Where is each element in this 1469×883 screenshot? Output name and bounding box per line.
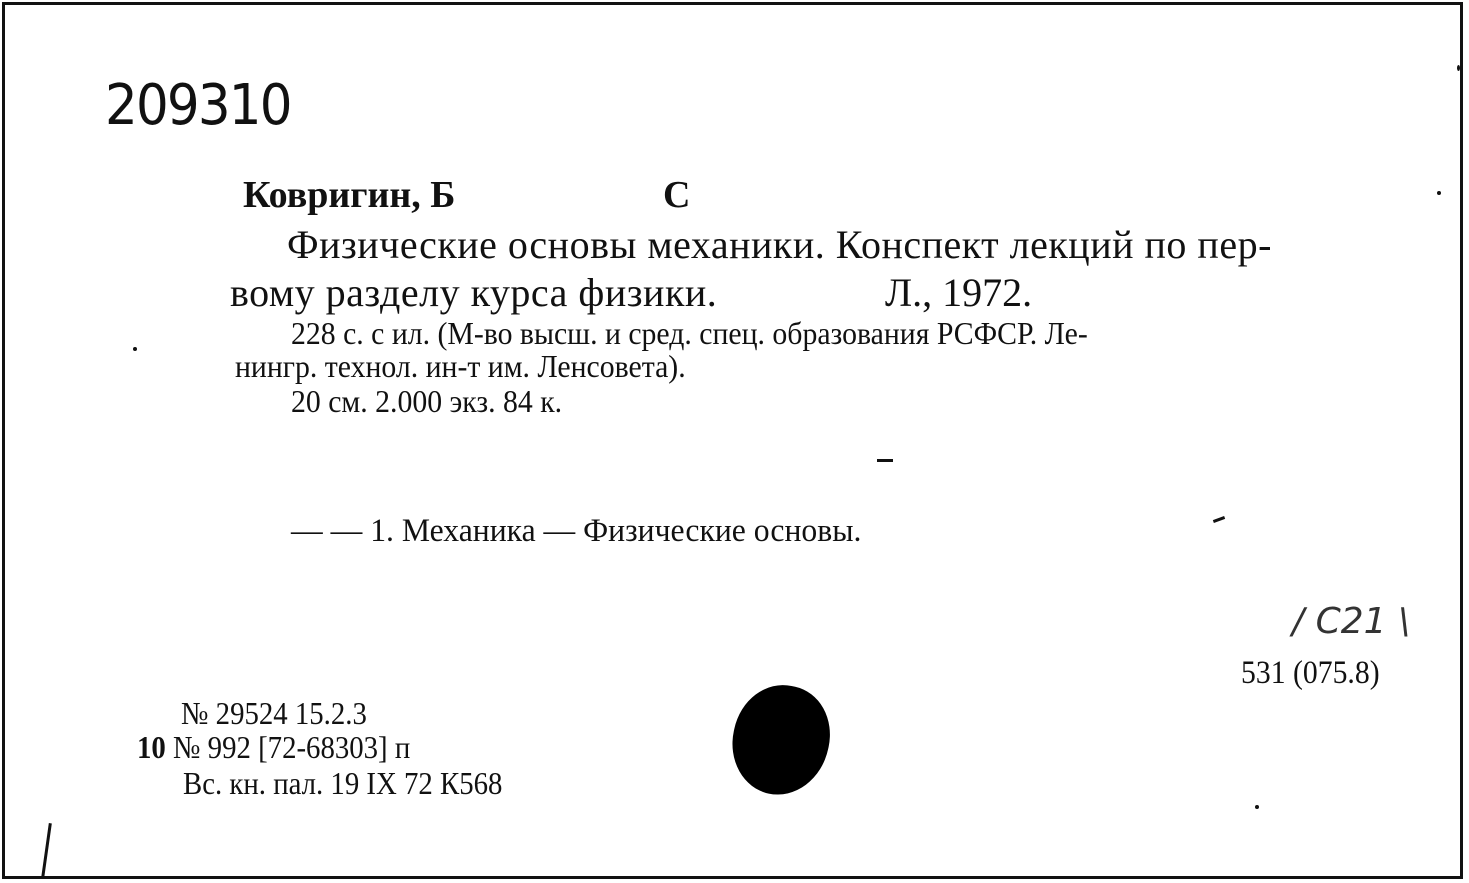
catalog-card xyxy=(2,2,1463,879)
handwritten-code: / С21 \ xyxy=(1292,601,1411,642)
title-line-1: Физические основы механики. Конспект лекций по пер- xyxy=(287,222,1272,267)
title-line-2: вому разделу курса физики. xyxy=(230,270,718,315)
footer-line-3: Вс. кн. пал. 19 IX 72 К568 xyxy=(183,765,503,801)
ink-dash-mark xyxy=(877,459,893,462)
ink-speck xyxy=(133,347,137,351)
ink-speck xyxy=(1437,191,1441,195)
punch-hole xyxy=(723,676,840,804)
author-name: Ковригин, Б xyxy=(243,174,456,216)
physical-description-line-2: нингр. технол. ин-т им. Ленсовета). xyxy=(235,348,686,384)
author-initial: С xyxy=(663,174,691,216)
footer-line-2 xyxy=(137,729,410,766)
corner-pen-mark xyxy=(41,823,52,878)
footer-line-2-rest: № 992 [72-68303] п xyxy=(165,729,411,765)
physical-description-line-3: 20 см. 2.000 экз. 84 к. xyxy=(291,383,563,419)
footer-line-2-prefix: 10 xyxy=(137,729,166,765)
publication-place-year: Л., 1972. xyxy=(885,270,1033,315)
classification-code: 531 (075.8) xyxy=(1241,655,1380,691)
subject-heading: — — 1. Механика — Физические основы. xyxy=(291,513,862,549)
inventory-number: 209310 xyxy=(105,73,291,138)
physical-description-line-1: 228 с. с ил. (М-во высш. и сред. спец. образования РСФСР. Ле- xyxy=(291,315,1088,351)
ink-speck xyxy=(1457,65,1460,71)
ink-dash-mark xyxy=(1213,516,1225,523)
footer-line-1: № 29524 15.2.3 xyxy=(181,695,367,731)
ink-speck xyxy=(1255,805,1259,809)
